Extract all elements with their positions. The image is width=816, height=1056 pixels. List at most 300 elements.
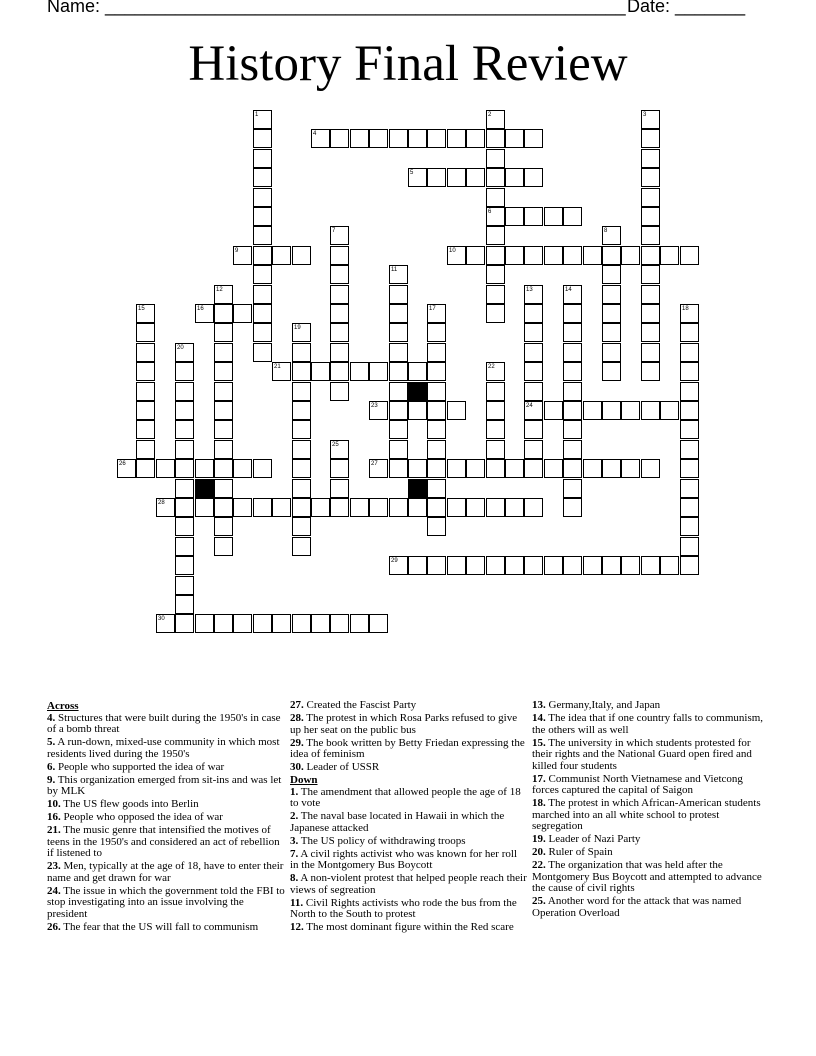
grid-cell[interactable]	[505, 498, 524, 517]
grid-cell[interactable]	[214, 420, 233, 439]
grid-cell[interactable]	[195, 614, 214, 633]
grid-cell[interactable]	[680, 246, 699, 265]
clue-number: 29.	[290, 736, 304, 749]
grid-clue-number: 28	[158, 500, 165, 506]
grid-cell[interactable]	[350, 498, 369, 517]
grid-cell[interactable]	[641, 149, 660, 168]
grid-cell[interactable]	[253, 129, 272, 148]
grid-cell[interactable]	[369, 498, 388, 517]
grid-cell[interactable]	[641, 188, 660, 207]
grid-cell[interactable]	[233, 304, 252, 323]
grid-cell[interactable]	[563, 304, 582, 323]
grid-cell[interactable]	[583, 459, 602, 478]
grid-cell[interactable]	[466, 246, 485, 265]
grid-cell[interactable]	[330, 285, 349, 304]
grid-cell[interactable]	[214, 517, 233, 536]
grid-cell[interactable]	[175, 614, 194, 633]
grid-cell[interactable]	[563, 362, 582, 381]
grid-cell[interactable]	[680, 382, 699, 401]
grid-clue-number: 17	[429, 306, 436, 312]
grid-cell[interactable]	[292, 479, 311, 498]
grid-cell[interactable]	[544, 207, 563, 226]
grid-cell[interactable]	[330, 498, 349, 517]
grid-cell[interactable]	[680, 440, 699, 459]
grid-cell[interactable]	[505, 556, 524, 575]
grid-cell[interactable]	[350, 362, 369, 381]
grid-cell[interactable]	[389, 343, 408, 362]
grid-cell[interactable]	[253, 246, 272, 265]
grid-cell[interactable]	[563, 498, 582, 517]
grid-cell[interactable]	[466, 556, 485, 575]
grid-cell[interactable]	[330, 246, 349, 265]
grid-cell[interactable]	[408, 401, 427, 420]
grid-cell[interactable]	[524, 382, 543, 401]
grid-cell[interactable]	[641, 168, 660, 187]
grid-cell[interactable]	[214, 614, 233, 633]
grid-cell[interactable]	[466, 498, 485, 517]
grid-cell[interactable]	[292, 459, 311, 478]
grid-cell[interactable]	[583, 401, 602, 420]
grid-cell[interactable]	[253, 498, 272, 517]
grid-cell[interactable]	[447, 459, 466, 478]
grid-cell[interactable]	[156, 459, 175, 478]
grid-cell[interactable]	[641, 265, 660, 284]
clue-item	[290, 700, 528, 712]
grid-cell[interactable]	[563, 343, 582, 362]
grid-cell[interactable]	[486, 265, 505, 284]
grid-cell[interactable]	[253, 343, 272, 362]
grid-cell[interactable]	[292, 246, 311, 265]
grid-cell[interactable]	[544, 246, 563, 265]
grid-cell[interactable]	[524, 246, 543, 265]
grid-cell[interactable]	[660, 556, 679, 575]
clue-text: The book written by Betty Friedan expressing the idea of feminism	[290, 736, 525, 760]
grid-clue-number: 6	[488, 209, 492, 215]
grid-cell[interactable]	[214, 440, 233, 459]
grid-cell[interactable]	[175, 440, 194, 459]
grid-cell[interactable]	[389, 362, 408, 381]
grid-cell[interactable]	[505, 246, 524, 265]
grid-cell[interactable]	[641, 304, 660, 323]
grid-cell[interactable]	[253, 614, 272, 633]
grid-cell[interactable]	[389, 459, 408, 478]
grid-cell[interactable]	[641, 556, 660, 575]
grid-cell[interactable]	[427, 479, 446, 498]
clue-text: The issue in which the government told the FBI to stop investigating into an issue involving the president	[47, 884, 285, 920]
clue-text: Men, typically at the age of 18, have to enter their name and get drawn for war	[47, 860, 284, 884]
grid-cell[interactable]	[641, 285, 660, 304]
grid-cell[interactable]	[369, 614, 388, 633]
grid-cell[interactable]	[447, 498, 466, 517]
grid-cell[interactable]	[602, 343, 621, 362]
clue-number: 30.	[290, 761, 304, 773]
grid-cell[interactable]	[524, 420, 543, 439]
grid-cell[interactable]	[563, 440, 582, 459]
grid-cell[interactable]	[641, 226, 660, 245]
grid-cell[interactable]	[253, 285, 272, 304]
grid-cell[interactable]	[524, 362, 543, 381]
grid-cell[interactable]	[311, 362, 330, 381]
grid-cell[interactable]	[253, 323, 272, 342]
clue-number: 14.	[532, 712, 546, 724]
grid-cell[interactable]	[524, 498, 543, 517]
grid-cell[interactable]	[389, 382, 408, 401]
grid-cell[interactable]	[563, 459, 582, 478]
grid-cell[interactable]	[486, 440, 505, 459]
grid-cell[interactable]	[272, 246, 291, 265]
clue-number: 5.	[47, 736, 56, 748]
grid-cell[interactable]	[505, 168, 524, 187]
grid-cell[interactable]	[253, 459, 272, 478]
grid-cell[interactable]	[563, 479, 582, 498]
grid-cell[interactable]	[136, 440, 155, 459]
clue-text: The amendment that allowed people the age of 18 to vote	[290, 785, 521, 809]
grid-cell[interactable]	[311, 498, 330, 517]
grid-cell[interactable]	[330, 382, 349, 401]
grid-cell[interactable]	[680, 401, 699, 420]
grid-cell[interactable]	[408, 459, 427, 478]
grid-clue-number: 2	[488, 112, 492, 118]
clue-section-heading: Across	[47, 700, 79, 712]
grid-cell[interactable]	[602, 246, 621, 265]
grid-cell[interactable]	[447, 168, 466, 187]
grid-cell[interactable]	[311, 614, 330, 633]
grid-cell[interactable]	[486, 168, 505, 187]
grid-cell[interactable]	[641, 459, 660, 478]
grid-cell[interactable]	[175, 556, 194, 575]
grid-cell[interactable]	[175, 420, 194, 439]
grid-cell[interactable]	[602, 285, 621, 304]
grid-cell[interactable]	[427, 420, 446, 439]
grid-cell[interactable]	[466, 459, 485, 478]
grid-cell[interactable]	[427, 129, 446, 148]
grid-clue-number: 1	[255, 112, 259, 118]
grid-cell[interactable]	[136, 323, 155, 342]
grid-cell[interactable]	[660, 246, 679, 265]
clue-item	[47, 737, 285, 760]
grid-cell[interactable]	[175, 517, 194, 536]
grid-cell[interactable]	[505, 207, 524, 226]
clue-item	[532, 860, 772, 895]
grid-cell[interactable]	[292, 517, 311, 536]
grid-cell[interactable]	[680, 537, 699, 556]
grid-cell[interactable]	[680, 362, 699, 381]
grid-cell[interactable]	[427, 362, 446, 381]
grid-cell[interactable]	[486, 226, 505, 245]
grid-cell[interactable]	[583, 246, 602, 265]
grid-cell[interactable]	[175, 576, 194, 595]
grid-cell[interactable]	[602, 401, 621, 420]
clue-item	[290, 873, 528, 896]
grid-cell[interactable]	[214, 304, 233, 323]
grid-cell[interactable]	[641, 323, 660, 342]
grid-cell[interactable]	[253, 207, 272, 226]
grid-cell[interactable]	[602, 362, 621, 381]
grid-cell[interactable]	[563, 323, 582, 342]
grid-cell[interactable]	[214, 479, 233, 498]
grid-cell[interactable]	[427, 498, 446, 517]
grid-cell[interactable]	[680, 323, 699, 342]
clue-number: 20.	[532, 846, 546, 858]
grid-cell[interactable]	[602, 304, 621, 323]
grid-cell[interactable]	[427, 556, 446, 575]
grid-cell[interactable]	[253, 149, 272, 168]
grid-cell[interactable]	[330, 129, 349, 148]
clue-text: Another word for the attack that was named Operation Overload	[532, 895, 742, 919]
grid-cell[interactable]	[427, 382, 446, 401]
grid-cell[interactable]	[175, 401, 194, 420]
grid-cell[interactable]	[486, 420, 505, 439]
grid-cell[interactable]	[214, 343, 233, 362]
grid-cell[interactable]	[253, 188, 272, 207]
grid-cell[interactable]	[680, 556, 699, 575]
grid-cell[interactable]	[292, 343, 311, 362]
grid-cell[interactable]	[330, 304, 349, 323]
grid-cell[interactable]	[486, 129, 505, 148]
grid-cell[interactable]	[253, 168, 272, 187]
grid-cell[interactable]	[680, 479, 699, 498]
grid-cell[interactable]	[544, 401, 563, 420]
grid-cell[interactable]	[292, 440, 311, 459]
grid-cell[interactable]	[680, 420, 699, 439]
grid-cell[interactable]	[563, 401, 582, 420]
grid-cell[interactable]	[292, 537, 311, 556]
grid-cell[interactable]	[214, 401, 233, 420]
grid-cell[interactable]	[408, 556, 427, 575]
grid-cell[interactable]	[427, 168, 446, 187]
grid-cell[interactable]	[350, 129, 369, 148]
grid-cell[interactable]	[408, 362, 427, 381]
clue-item	[290, 762, 528, 774]
grid-cell[interactable]	[136, 362, 155, 381]
grid-cell[interactable]	[524, 168, 543, 187]
grid-cell[interactable]	[389, 401, 408, 420]
grid-cell[interactable]	[486, 498, 505, 517]
clue-text: Structures that were built during the 1950's in case of a bomb threat	[47, 711, 281, 735]
grid-cell[interactable]	[389, 129, 408, 148]
grid-cell[interactable]	[544, 459, 563, 478]
clue-item	[290, 849, 528, 872]
grid-cell[interactable]	[427, 459, 446, 478]
grid-cell[interactable]	[621, 246, 640, 265]
grid-cell[interactable]	[389, 498, 408, 517]
grid-cell[interactable]	[486, 556, 505, 575]
grid-cell[interactable]	[175, 479, 194, 498]
grid-cell[interactable]	[389, 304, 408, 323]
grid-cell[interactable]	[292, 420, 311, 439]
grid-cell[interactable]	[175, 362, 194, 381]
grid-cell[interactable]	[563, 207, 582, 226]
clue-text: The idea that if one country falls to communism, the others will as well	[532, 712, 764, 736]
grid-cell[interactable]	[389, 440, 408, 459]
grid-cell[interactable]	[602, 323, 621, 342]
grid-cell[interactable]	[524, 440, 543, 459]
grid-cell[interactable]	[486, 459, 505, 478]
grid-cell[interactable]	[447, 401, 466, 420]
grid-clue-number: 9	[235, 248, 239, 254]
grid-cell[interactable]	[272, 498, 291, 517]
grid-cell[interactable]	[486, 246, 505, 265]
clue-section-heading: Down	[290, 774, 318, 786]
grid-cell[interactable]	[680, 498, 699, 517]
clue-text: The university in which students protested for their rights and the National Guard open fired and killed four students	[532, 736, 752, 772]
clues-column-3	[532, 700, 772, 921]
grid-cell[interactable]	[621, 401, 640, 420]
grid-cell[interactable]	[330, 323, 349, 342]
grid-cell[interactable]	[389, 323, 408, 342]
grid-cell[interactable]	[175, 537, 194, 556]
grid-cell[interactable]	[602, 459, 621, 478]
clue-text: A run-down, mixed-use community in which most residents lived during the 1950's	[47, 736, 280, 760]
grid-cell[interactable]	[641, 129, 660, 148]
grid-cell[interactable]	[505, 129, 524, 148]
clue-item	[532, 847, 772, 859]
grid-cell[interactable]	[253, 265, 272, 284]
clue-item	[532, 713, 772, 736]
grid-cell[interactable]	[389, 420, 408, 439]
grid-cell[interactable]	[136, 420, 155, 439]
clue-number: 25.	[532, 895, 546, 907]
grid-cell[interactable]	[136, 343, 155, 362]
grid-cell[interactable]	[175, 459, 194, 478]
grid-cell[interactable]	[214, 498, 233, 517]
grid-cell[interactable]	[136, 401, 155, 420]
grid-cell[interactable]	[427, 517, 446, 536]
grid-cell[interactable]	[602, 265, 621, 284]
black-square	[408, 382, 427, 401]
grid-cell[interactable]	[427, 440, 446, 459]
grid-cell[interactable]	[544, 556, 563, 575]
grid-cell[interactable]	[253, 304, 272, 323]
grid-cell[interactable]	[136, 382, 155, 401]
grid-cell[interactable]	[369, 129, 388, 148]
grid-cell[interactable]	[253, 226, 272, 245]
grid-cell[interactable]	[486, 401, 505, 420]
grid-cell[interactable]	[350, 614, 369, 633]
name-line: Name: ____________________________________________________	[47, 0, 626, 16]
grid-cell[interactable]	[486, 304, 505, 323]
grid-cell[interactable]	[369, 362, 388, 381]
grid-cell[interactable]	[136, 459, 155, 478]
grid-cell[interactable]	[292, 401, 311, 420]
grid-clue-number: 24	[526, 403, 533, 409]
grid-cell[interactable]	[641, 246, 660, 265]
grid-cell[interactable]	[447, 556, 466, 575]
grid-cell[interactable]	[330, 265, 349, 284]
grid-cell[interactable]	[563, 556, 582, 575]
grid-cell[interactable]	[505, 459, 524, 478]
grid-cell[interactable]	[272, 614, 291, 633]
clue-item	[47, 713, 285, 736]
clue-number: 6.	[47, 760, 56, 773]
grid-cell[interactable]	[563, 246, 582, 265]
grid-cell[interactable]	[602, 556, 621, 575]
grid-cell[interactable]	[195, 459, 214, 478]
grid-cell[interactable]	[660, 401, 679, 420]
clue-item	[290, 713, 528, 736]
clue-text: The protest in which African-American students marched into an all white school to protest segregation	[532, 797, 761, 832]
grid-cell[interactable]	[389, 285, 408, 304]
grid-cell[interactable]	[214, 382, 233, 401]
grid-cell[interactable]	[330, 614, 349, 633]
clue-item	[532, 738, 772, 773]
grid-cell[interactable]	[524, 343, 543, 362]
grid-cell[interactable]	[641, 362, 660, 381]
clue-item	[290, 836, 528, 848]
grid-cell[interactable]	[233, 459, 252, 478]
grid-cell[interactable]	[427, 323, 446, 342]
grid-cell[interactable]	[486, 382, 505, 401]
grid-cell[interactable]	[583, 556, 602, 575]
grid-cell[interactable]	[466, 168, 485, 187]
grid-cell[interactable]	[214, 459, 233, 478]
grid-cell[interactable]	[427, 401, 446, 420]
grid-cell[interactable]	[680, 459, 699, 478]
grid-cell[interactable]	[563, 382, 582, 401]
grid-cell[interactable]	[621, 459, 640, 478]
grid-cell[interactable]	[330, 343, 349, 362]
grid-cell[interactable]	[214, 537, 233, 556]
grid-cell[interactable]	[330, 362, 349, 381]
clue-item	[47, 861, 285, 884]
grid-cell[interactable]	[641, 343, 660, 362]
grid-cell[interactable]	[195, 498, 214, 517]
grid-cell[interactable]	[524, 323, 543, 342]
grid-cell[interactable]	[214, 362, 233, 381]
grid-cell[interactable]	[680, 517, 699, 536]
grid-cell[interactable]	[563, 420, 582, 439]
grid-cell[interactable]	[447, 129, 466, 148]
grid-cell[interactable]	[466, 129, 485, 148]
grid-cell[interactable]	[292, 614, 311, 633]
grid-cell[interactable]	[621, 556, 640, 575]
grid-cell[interactable]	[524, 129, 543, 148]
grid-cell[interactable]	[486, 285, 505, 304]
grid-cell[interactable]	[292, 362, 311, 381]
grid-cell[interactable]	[408, 129, 427, 148]
grid-cell[interactable]	[292, 498, 311, 517]
grid-cell[interactable]	[641, 401, 660, 420]
clue-number: 28.	[290, 712, 304, 724]
grid-cell[interactable]	[524, 207, 543, 226]
grid-cell[interactable]	[233, 498, 252, 517]
grid-cell[interactable]	[330, 459, 349, 478]
grid-cell[interactable]	[524, 556, 543, 575]
grid-cell[interactable]	[214, 323, 233, 342]
grid-cell[interactable]	[486, 188, 505, 207]
grid-clue-number: 22	[488, 364, 495, 370]
grid-cell[interactable]	[524, 459, 543, 478]
grid-cell[interactable]	[292, 382, 311, 401]
clue-item	[47, 886, 285, 921]
grid-cell[interactable]	[233, 614, 252, 633]
clue-number: 18.	[532, 797, 546, 809]
grid-cell[interactable]	[524, 304, 543, 323]
grid-cell[interactable]	[330, 479, 349, 498]
grid-cell[interactable]	[641, 207, 660, 226]
clue-number: 4.	[47, 711, 56, 724]
grid-cell[interactable]	[680, 343, 699, 362]
grid-cell[interactable]	[486, 149, 505, 168]
grid-cell[interactable]	[408, 498, 427, 517]
grid-cell[interactable]	[175, 382, 194, 401]
clue-text: The music genre that intensified the motives of teens in the 1950's and considered an act of rebellion if listened to	[47, 824, 280, 859]
grid-cell[interactable]	[175, 498, 194, 517]
grid-cell[interactable]	[175, 595, 194, 614]
clue-text: Leader of USSR	[303, 761, 380, 773]
clue-text: The US flew goods into Berlin	[60, 798, 199, 810]
grid-cell[interactable]	[427, 343, 446, 362]
